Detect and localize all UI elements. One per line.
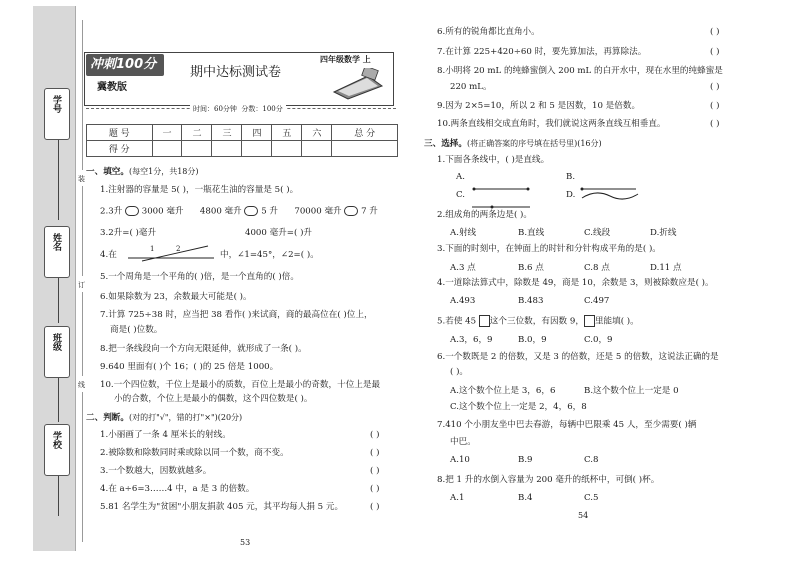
fill-q3b: 4000 毫升=( )升 [245, 228, 313, 238]
compare-blank[interactable] [344, 206, 358, 216]
score-header-cell: 题 号 [87, 125, 153, 141]
compare-blank[interactable] [244, 206, 258, 216]
section1-note: (每空1分，共18分) [128, 167, 199, 176]
option[interactable]: A.493 [450, 296, 476, 306]
fill-q2-b: 4800 毫升 [199, 206, 242, 217]
choice-q5-a: 5.若使 45 [437, 316, 477, 327]
section3-note: (将正确答案的序号填在括号里)(16分) [466, 139, 602, 148]
option[interactable]: B.直线 [518, 228, 545, 238]
score-header-cell: 总 分 [332, 125, 398, 141]
cut-mark-1: 装 [78, 175, 85, 183]
school-line [58, 476, 59, 516]
time-info [190, 104, 286, 115]
choice-q8: 8.把 1 升的水倒入容量为 200 毫升的纸杯中，可倒( )杯。 [437, 475, 660, 485]
answer-paren[interactable]: ( ) [710, 101, 720, 111]
student-number-line [58, 140, 59, 220]
option[interactable]: A.10 [450, 455, 470, 465]
name-label: 姓名 [51, 233, 61, 251]
student-number-label: 学号 [51, 95, 61, 113]
judge-q5: 5.81 名学生为"贫困"小朋友捐款 405 元，其平均每人捐 5 元。 [100, 502, 344, 512]
judge-q1: 1.小丽画了一条 4 厘米长的射线。 [100, 430, 231, 440]
name-box[interactable] [44, 226, 70, 278]
cut-line-top [82, 20, 83, 170]
choice-q7b: 中巴。 [450, 437, 476, 447]
score-input-cell[interactable] [212, 141, 242, 157]
option[interactable]: C.497 [584, 296, 610, 306]
time-limit: 时间：60分钟 [193, 105, 237, 113]
curve-figure [580, 188, 640, 202]
answer-paren[interactable]: ( ) [710, 82, 720, 92]
score-header-cell: 二 [182, 125, 212, 141]
class-box[interactable] [44, 326, 70, 378]
angle-label-2: 2 [176, 245, 181, 253]
fill-q5: 5.一个周角是一个平角的( )倍，是一个直角的( )倍。 [100, 272, 299, 282]
score-header-cell: 三 [212, 125, 242, 141]
option[interactable]: B.4 [518, 493, 533, 503]
fill-q3a: 3.2升=( )毫升 [100, 228, 157, 238]
fill-q10b: 小的合数，个位上是最小的偶数，这个四位数是( )。 [114, 394, 313, 404]
choice-q4: 4.一道除法算式中，除数是 49，商是 10，余数是 3，则被除数应是( )。 [437, 278, 714, 288]
score-header-cell: 四 [242, 125, 272, 141]
student-number-box[interactable] [44, 88, 70, 140]
judge-q6: 6.所有的锐角都比直角小。 [437, 27, 540, 37]
fill-q10a: 10.一个四位数，千位上是最小的质数，百位上是最小的奇数，十位上是最 [100, 380, 381, 390]
cut-mark-3: 线 [78, 381, 85, 389]
score-header-cell: 六 [302, 125, 332, 141]
answer-paren[interactable]: ( ) [710, 27, 720, 37]
fill-q2-b-value: 5 升 [261, 206, 278, 217]
cut-mark-2: 订 [78, 281, 85, 289]
school-label: 学校 [51, 431, 61, 449]
fill-q9: 9.640 里面有( )个 16；( )的 25 倍是 1000。 [100, 362, 279, 372]
option[interactable]: A.1 [450, 493, 465, 503]
score-input-cell[interactable] [272, 141, 302, 157]
choice-q1-opt-c[interactable]: C. [456, 190, 466, 200]
exam-title: 期中达标测试卷 [190, 65, 282, 80]
option[interactable]: C.8 [584, 455, 599, 465]
edition-label: 冀教版 [97, 82, 127, 93]
answer-paren[interactable]: ( ) [710, 119, 720, 129]
choice-q1: 1.下面各条线中，( )是直线。 [437, 155, 550, 165]
angle-figure [128, 244, 216, 262]
score-input-cell[interactable] [302, 141, 332, 157]
line-figure [472, 194, 530, 198]
fill-q2-a: 2.3升 [100, 206, 123, 217]
digit-blank[interactable] [479, 315, 490, 327]
option[interactable]: B.6 点 [518, 263, 544, 273]
fill-q2-c-value: 7 升 [361, 206, 378, 217]
name-line [58, 278, 59, 323]
choice-q1-opt-d[interactable]: D. [566, 190, 576, 200]
judge-q9: 9.因为 2×5=10，所以 2 和 5 是因数，10 是倍数。 [437, 101, 641, 111]
option[interactable]: D.11 点 [650, 263, 682, 273]
compare-blank[interactable] [125, 206, 139, 216]
judge-q8: 8.小明将 20 mL 的纯蜂蜜倒入 200 mL 的白开水中，现在水里的纯蜂蜜是 [437, 66, 723, 76]
option[interactable]: B.9 [518, 455, 533, 465]
choice-q5 [437, 315, 639, 328]
fill-q1: 1.注射器的容量是 5( )，一瓶花生油的容量是 5( )。 [100, 185, 299, 195]
answer-paren[interactable]: ( ) [370, 448, 380, 458]
score-input-cell[interactable] [152, 141, 182, 157]
option[interactable]: A.3，6，9 [450, 335, 493, 345]
fill-q7b: 商是( )位数。 [110, 325, 163, 335]
option[interactable]: B.483 [518, 296, 544, 306]
class-line [58, 378, 59, 422]
fill-q6: 6.如果除数为 23，余数最大可能是( )。 [100, 292, 252, 302]
binding-strip-edge [75, 6, 76, 551]
judge-q2: 2.被除数和除数同时乘或除以同一个数，商不变。 [100, 448, 289, 458]
page-number-left: 53 [240, 538, 251, 547]
section2-note: (对的打"√"，错的打"×")(20分) [128, 413, 243, 422]
choice-q1-opt-b[interactable]: B. [566, 172, 576, 182]
option[interactable]: C.线段 [584, 228, 611, 238]
section3-heading [424, 138, 602, 150]
option[interactable]: A.射线 [450, 228, 477, 238]
choice-q1-opt-a[interactable]: A. [456, 172, 465, 182]
choice-q7a: 7.410 个小朋友坐中巴去春游，每辆中巴限乘 45 人，至少需要( )辆 [437, 420, 697, 430]
judge-q4: 4.在 a÷6=3……4 中，a 是 3 的倍数。 [100, 484, 255, 494]
score-input-cell[interactable] [242, 141, 272, 157]
fill-q2-c: 70000 毫升 [294, 206, 342, 217]
choice-q6b: ( )。 [450, 367, 469, 377]
cut-line-bottom [82, 392, 83, 542]
angle-label-1: 1 [150, 245, 155, 253]
page-number-right: 54 [578, 511, 589, 520]
score-row-label: 得 分 [87, 141, 153, 157]
option[interactable]: C.0，9 [584, 335, 613, 345]
score-header-cell: 五 [272, 125, 302, 141]
judge-q3: 3.一个数越大，因数就越多。 [100, 466, 212, 476]
fill-q2 [100, 206, 378, 218]
option[interactable]: A.这个数个位上是 3，6，6 [450, 386, 556, 396]
school-box[interactable] [44, 424, 70, 476]
judge-q10: 10.两条直线相交成直角时，我们就说这两条直线互相垂直。 [437, 119, 666, 129]
section2-title: 二、判断。 [86, 413, 129, 423]
answer-paren[interactable]: ( ) [370, 502, 380, 512]
answer-paren[interactable]: ( ) [370, 466, 380, 476]
digit-blank[interactable] [584, 315, 595, 327]
brand-logo: 冲刺100分 [86, 54, 164, 76]
ray-figure [580, 176, 638, 180]
choice-q3: 3.下面的时刻中，在钟面上的时针和分针构成平角的是( )。 [437, 244, 661, 254]
line-segment-figure [472, 176, 530, 180]
cut-line-mid [82, 186, 83, 276]
section2-heading [86, 412, 242, 424]
choice-q5-b: 这个三位数，有因数 9， [489, 316, 584, 327]
fill-q8: 8.把一条线段向一个方向无限延伸，就形成了一条( )。 [100, 344, 307, 354]
option[interactable]: B.这个数个位上一定是 0 [584, 386, 679, 396]
tablet-illustration [328, 68, 386, 100]
choice-q5-c: 里能填( )。 [594, 316, 639, 327]
cut-line-lower [82, 292, 83, 376]
class-label: 班级 [51, 333, 61, 351]
choice-q6a: 6.一个数既是 2 的倍数，又是 3 的倍数，还是 5 的倍数，这说法正确的是 [437, 352, 719, 362]
score-input-cell[interactable] [182, 141, 212, 157]
option[interactable]: C.8 点 [584, 263, 610, 273]
score-input-cell[interactable] [332, 141, 398, 157]
fill-q7a: 7.计算 725÷38 时，应当把 38 看作( )来试商，商的最高位在( )位上， [100, 310, 373, 320]
score-table [86, 124, 398, 157]
fill-q2-a-value: 3000 毫升 [141, 206, 184, 217]
section1-title: 一、填空。 [86, 167, 129, 177]
section1-heading [86, 166, 199, 178]
option[interactable]: A.3 点 [450, 263, 476, 273]
judge-q7: 7.在计算 225+420÷60 时，要先算加法，再算除法。 [437, 47, 647, 57]
judge-q8-cont: 220 mL。 [450, 82, 492, 92]
section3-title: 三、选择。 [424, 139, 467, 149]
answer-paren[interactable]: ( ) [370, 430, 380, 440]
option[interactable]: D.折线 [650, 228, 677, 238]
option[interactable]: B.0，9 [518, 335, 547, 345]
answer-paren[interactable]: ( ) [710, 47, 720, 57]
grade-subject: 四年级数学 上 [320, 54, 371, 64]
total-score: 分数：100分 [241, 105, 283, 113]
fill-q4b: 中，∠1=45°，∠2=( )。 [220, 250, 319, 260]
score-header-cell: 一 [152, 125, 182, 141]
choice-q2: 2.组成角的两条边是( )。 [437, 210, 532, 220]
fill-q4a: 4.在 [100, 250, 117, 260]
option[interactable]: C.5 [584, 493, 599, 503]
answer-paren[interactable]: ( ) [370, 484, 380, 494]
option[interactable]: C.这个数个位上一定是 2，4，6，8 [450, 402, 587, 412]
